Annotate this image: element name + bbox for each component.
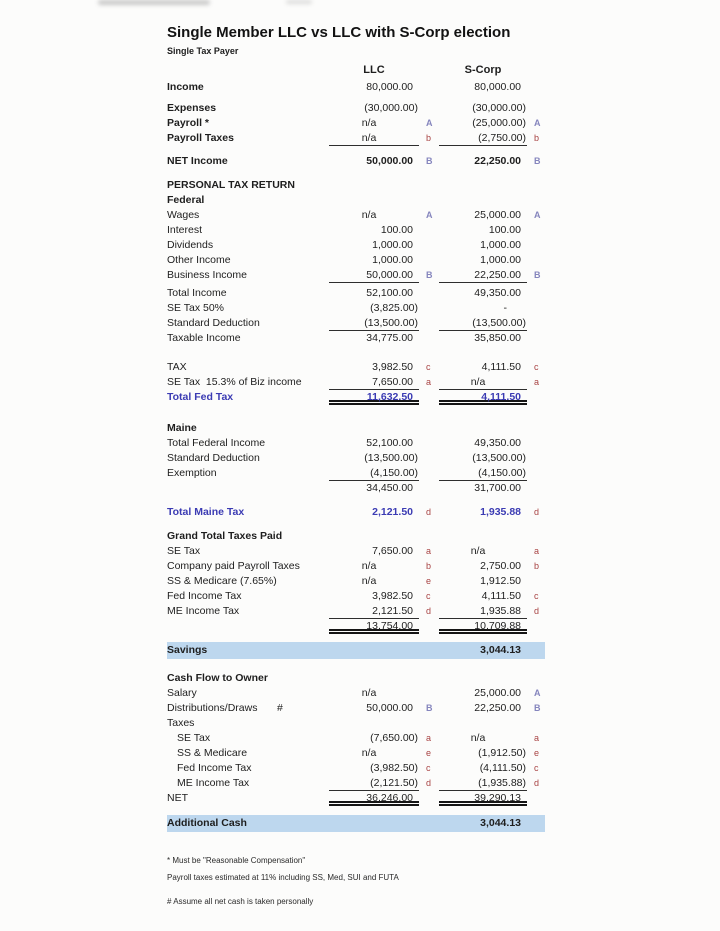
- scorp-value: 100.00: [488, 224, 521, 236]
- scorp-value: 35,850.00: [474, 332, 521, 344]
- scorp-value: 25,000.00: [474, 687, 521, 699]
- llc-ref-note: a: [426, 377, 432, 387]
- table-row: [167, 574, 545, 589]
- llc-value: [329, 642, 419, 659]
- scorp-ref-note: a: [534, 377, 540, 387]
- table-row: [167, 421, 545, 436]
- llc-value: 2,121.50: [372, 506, 413, 518]
- scorp-value: [439, 178, 527, 193]
- scorp-value: 4,111.50: [481, 590, 521, 602]
- llc-value: 100.00: [380, 224, 413, 236]
- llc-ref-note: B: [426, 156, 433, 166]
- llc-value: [329, 716, 419, 731]
- row-label: Salary: [167, 687, 197, 699]
- page-subtitle: Single Tax Payer: [167, 46, 239, 56]
- scorp-ref-note: [527, 193, 545, 208]
- table-row: [167, 701, 545, 716]
- scorp-ref-note: [527, 451, 545, 466]
- row-label: Savings: [167, 644, 208, 656]
- scorp-ref-note: [527, 301, 545, 316]
- llc-value: (2,121.50): [329, 776, 419, 791]
- scorp-ref-note: c: [534, 362, 539, 372]
- scorp-ref-note: a: [534, 546, 540, 556]
- scorp-value: 31,700.00: [474, 482, 521, 494]
- llc-ref-note: b: [426, 133, 432, 143]
- scorp-ref-note: B: [534, 270, 541, 280]
- scorp-value: 22,250.00: [474, 155, 521, 167]
- llc-ref-note: d: [426, 507, 432, 517]
- scorp-ref-note: [527, 316, 545, 331]
- table-row: [167, 544, 545, 559]
- scorp-ref-note: [527, 286, 545, 301]
- llc-ref-note: [419, 671, 439, 686]
- llc-ref-note: [419, 193, 439, 208]
- scorp-value: 22,250.00: [439, 268, 527, 283]
- scan-artifact: [98, 0, 210, 5]
- scorp-ref-note: e: [534, 748, 540, 758]
- llc-value: 7,650.00: [329, 375, 419, 390]
- llc-value: 36,246.00: [329, 791, 419, 806]
- table-row: [167, 604, 545, 619]
- llc-value: n/a: [361, 575, 377, 587]
- row-label: Interest: [167, 224, 203, 236]
- scorp-ref-note: [527, 574, 545, 589]
- llc-ref-note: [419, 529, 439, 544]
- llc-value: [329, 178, 419, 193]
- llc-ref-note: [419, 80, 439, 95]
- scorp-value: 80,000.00: [474, 81, 521, 93]
- llc-ref-note: B: [426, 703, 433, 713]
- llc-ref-note: A: [426, 118, 433, 128]
- table-row: [167, 716, 545, 731]
- llc-ref-note: [419, 451, 439, 466]
- table-row: [167, 193, 545, 208]
- llc-ref-note: [419, 331, 439, 346]
- scorp-value: 3,044.13: [480, 644, 521, 656]
- llc-value: 1,000.00: [372, 239, 413, 251]
- llc-ref-note: A: [426, 210, 433, 220]
- row-label: Wages: [167, 209, 200, 221]
- llc-value: 2,121.50: [329, 604, 419, 619]
- table-row: [167, 253, 545, 268]
- row-label: [167, 481, 329, 496]
- row-gap: [167, 346, 545, 360]
- scorp-value: 4,111.50: [481, 361, 521, 373]
- llc-ref-note: a: [426, 733, 432, 743]
- scorp-value: (4,150.00): [439, 466, 527, 481]
- llc-ref-note: B: [426, 270, 433, 280]
- table-row: [167, 451, 545, 466]
- row-gap: [167, 169, 545, 178]
- llc-ref-note: [419, 101, 439, 116]
- row-label: ME Income Tax: [167, 605, 240, 617]
- llc-ref-note: e: [426, 748, 432, 758]
- llc-value: (7,650.00): [370, 732, 418, 744]
- footnote: * Must be "Reasonable Compensation": [167, 856, 306, 865]
- column-headers: [167, 63, 545, 78]
- row-label: Income: [167, 81, 204, 93]
- row-label: Total Fed Tax: [167, 391, 234, 403]
- scorp-ref-note: c: [534, 763, 539, 773]
- table-row: [167, 301, 545, 316]
- table-row: [167, 619, 545, 634]
- llc-ref-note: [419, 178, 439, 193]
- llc-value: (3,982.50): [370, 762, 418, 774]
- scorp-ref-note: d: [534, 778, 540, 788]
- row-label: Company paid Payroll Taxes: [167, 560, 300, 572]
- table-row: [167, 529, 545, 544]
- row-label: Other Income: [167, 254, 231, 266]
- scorp-value: (13,500.00): [472, 452, 526, 464]
- scorp-ref-note: [527, 642, 545, 659]
- scorp-value: 1,912.50: [480, 575, 521, 587]
- table-row: [167, 761, 545, 776]
- scorp-ref-note: [527, 436, 545, 451]
- scorp-ref-note: a: [534, 733, 540, 743]
- llc-value: (4,150.00): [329, 466, 419, 481]
- table-row: [167, 436, 545, 451]
- row-label: NET Income: [167, 155, 228, 167]
- scorp-value: 22,250.00: [474, 702, 521, 714]
- scorp-ref-note: [527, 791, 545, 806]
- scorp-value: (30,000.00): [472, 102, 526, 114]
- table-row: [167, 101, 545, 116]
- table-row: [167, 746, 545, 761]
- llc-ref-note: [419, 481, 439, 496]
- row-label: Taxable Income: [167, 332, 241, 344]
- total-row: [167, 390, 545, 405]
- llc-ref-note: d: [426, 778, 432, 788]
- llc-ref-note: [419, 642, 439, 659]
- row-label: SE Tax: [177, 732, 211, 744]
- scan-artifact: [286, 0, 312, 4]
- llc-value: [329, 421, 419, 436]
- footnote: # Assume all net cash is taken personally: [167, 897, 314, 906]
- llc-value: 11,632.50: [329, 390, 419, 405]
- scorp-value: 1,935.88: [480, 506, 521, 518]
- scorp-ref-note: [527, 619, 545, 634]
- llc-ref-note: [419, 421, 439, 436]
- row-gap: [167, 520, 545, 529]
- table-rows: [167, 80, 545, 832]
- llc-ref-note: [419, 686, 439, 701]
- comparison-sheet: [167, 24, 545, 910]
- row-label: Total Federal Income: [167, 437, 266, 449]
- scorp-value: (25,000.00): [472, 117, 526, 129]
- scorp-ref-note: c: [534, 591, 539, 601]
- llc-value: (13,500.00): [364, 452, 418, 464]
- row-label: Standard Deduction: [167, 317, 260, 329]
- table-row: [167, 671, 545, 686]
- llc-value: [329, 671, 419, 686]
- row-gap: [167, 405, 545, 421]
- row-label: Dividends: [167, 239, 214, 251]
- scorp-value: (1,912.50): [478, 747, 526, 759]
- scorp-ref-note: d: [534, 606, 540, 616]
- column-header-gap: [419, 63, 439, 78]
- scorp-ref-note: [527, 671, 545, 686]
- llc-value: 3,982.50: [372, 361, 413, 373]
- scorp-ref-note: [527, 80, 545, 95]
- scorp-ref-note: [527, 223, 545, 238]
- row-label: Federal: [167, 194, 205, 206]
- row-label: Payroll Taxes: [167, 132, 234, 144]
- scorp-ref-note: [527, 466, 545, 481]
- column-header-spacer: [167, 63, 329, 78]
- scorp-ref-note: [527, 253, 545, 268]
- column-header-scorp: S-Corp: [464, 64, 502, 76]
- scorp-value: 1,000.00: [480, 239, 521, 251]
- scorp-value: 49,350.00: [474, 437, 521, 449]
- table-row: [167, 559, 545, 574]
- llc-ref-note: [419, 390, 439, 405]
- llc-ref-note: [419, 466, 439, 481]
- llc-ref-note: [419, 791, 439, 806]
- scorp-value: 39,290.13: [439, 791, 527, 806]
- llc-ref-note: c: [426, 763, 431, 773]
- row-label: Expenses: [167, 102, 217, 114]
- scorp-value: [439, 529, 527, 544]
- footnote: Payroll taxes estimated at 11% including SS, Med, SUI and FUTA: [167, 873, 399, 882]
- highlight-row: [167, 815, 545, 832]
- table-row: [167, 481, 545, 496]
- scorp-value: [439, 716, 527, 731]
- llc-value: 3,982.50: [372, 590, 413, 602]
- llc-ref-note: [419, 716, 439, 731]
- scorp-value: 1,935.88: [439, 604, 527, 619]
- row-gap: [167, 659, 545, 671]
- table-row: [167, 80, 545, 95]
- scorp-ref-note: [527, 390, 545, 405]
- llc-value: 13,754.00: [329, 619, 419, 634]
- row-gap: [167, 806, 545, 815]
- scorp-ref-note: [527, 101, 545, 116]
- table-row: [167, 131, 545, 146]
- scorp-ref-note: B: [534, 156, 541, 166]
- table-row: [167, 375, 545, 390]
- llc-value: 50,000.00: [329, 268, 419, 283]
- scorp-ref-note: [527, 238, 545, 253]
- hash-mark: #: [277, 702, 283, 714]
- scorp-ref-note: A: [534, 118, 541, 128]
- scorp-ref-note: [527, 815, 545, 832]
- llc-value: 50,000.00: [366, 155, 413, 167]
- llc-ref-note: d: [426, 606, 432, 616]
- scorp-value: -: [503, 302, 507, 314]
- row-label: Additional Cash: [167, 817, 247, 829]
- scorp-value: n/a: [470, 545, 486, 557]
- row-label: Fed Income Tax: [177, 762, 252, 774]
- row-label: SE Tax: [167, 545, 201, 557]
- table-row: [167, 686, 545, 701]
- scorp-value: (2,750.00): [439, 131, 527, 146]
- scorp-value: 2,750.00: [480, 560, 521, 572]
- row-label: Fed Income Tax: [167, 590, 242, 602]
- llc-value: [329, 193, 419, 208]
- llc-ref-note: [419, 253, 439, 268]
- row-label: SE Tax 50%: [167, 302, 225, 314]
- scorp-value: n/a: [439, 375, 527, 390]
- llc-value: 7,650.00: [372, 545, 413, 557]
- scorp-ref-note: A: [534, 688, 541, 698]
- table-row: [167, 776, 545, 791]
- row-label: Taxes: [167, 717, 195, 729]
- scorp-value: 25,000.00: [474, 209, 521, 221]
- llc-value: 1,000.00: [372, 254, 413, 266]
- scorp-ref-note: [527, 481, 545, 496]
- row-label: Total Income: [167, 287, 227, 299]
- row-label: [167, 619, 329, 634]
- table-row: [167, 331, 545, 346]
- llc-ref-note: [419, 223, 439, 238]
- scorp-value: n/a: [470, 732, 486, 744]
- llc-value: n/a: [329, 131, 419, 146]
- llc-ref-note: b: [426, 561, 432, 571]
- llc-value: 52,100.00: [366, 287, 413, 299]
- llc-value: n/a: [361, 747, 377, 759]
- footnotes: [167, 852, 545, 910]
- row-label: Business Income: [167, 269, 247, 281]
- llc-value: n/a: [361, 209, 377, 221]
- row-label: SE Tax 15.3% of Biz income: [167, 376, 302, 388]
- row-label: Cash Flow to Owner: [167, 672, 268, 684]
- scorp-value: (13,500.00): [439, 316, 527, 331]
- scorp-value: [439, 421, 527, 436]
- scorp-value: 49,350.00: [474, 287, 521, 299]
- row-label: Total Maine Tax: [167, 506, 245, 518]
- page-title: Single Member LLC vs LLC with S-Corp election: [167, 24, 511, 41]
- table-row: [167, 178, 545, 193]
- table-row: [167, 238, 545, 253]
- scorp-ref-note: [527, 529, 545, 544]
- row-gap: [167, 496, 545, 505]
- table-row: [167, 154, 545, 169]
- scorp-value: 1,000.00: [480, 254, 521, 266]
- row-gap: [167, 634, 545, 642]
- table-row: [167, 116, 545, 131]
- scorp-value: (4,111.50): [479, 762, 526, 774]
- table-row: [167, 791, 545, 806]
- scorp-value: (1,935.88): [439, 776, 527, 791]
- row-label: PERSONAL TAX RETURN: [167, 179, 295, 191]
- scorp-ref-note: [527, 331, 545, 346]
- row-label: Maine: [167, 422, 197, 434]
- llc-ref-note: [419, 815, 439, 832]
- llc-ref-note: [419, 238, 439, 253]
- column-header-gap2: [527, 63, 545, 78]
- llc-value: (30,000.00): [364, 102, 418, 114]
- llc-ref-note: [419, 286, 439, 301]
- scorp-ref-note: [527, 716, 545, 731]
- row-label: Exemption: [167, 467, 217, 479]
- scorp-value: 10,709.88: [439, 619, 527, 634]
- row-label: SS & Medicare: [177, 747, 248, 759]
- llc-value: 34,450.00: [366, 482, 413, 494]
- table-row: [167, 208, 545, 223]
- scorp-ref-note: b: [534, 133, 540, 143]
- llc-ref-note: c: [426, 591, 431, 601]
- row-label: Payroll *: [167, 117, 210, 129]
- scorp-ref-note: B: [534, 703, 541, 713]
- llc-value: 52,100.00: [366, 437, 413, 449]
- scorp-ref-note: d: [534, 507, 540, 517]
- scorp-value: [439, 193, 527, 208]
- scorp-ref-note: b: [534, 561, 540, 571]
- llc-value: 80,000.00: [366, 81, 413, 93]
- row-label: Standard Deduction: [167, 452, 260, 464]
- row-label: Grand Total Taxes Paid: [167, 530, 283, 542]
- scorp-value: 4,111.50: [439, 390, 527, 405]
- scorp-value: 3,044.13: [480, 817, 521, 829]
- llc-value: n/a: [361, 560, 377, 572]
- column-header-llc: LLC: [363, 64, 385, 76]
- row-label: SS & Medicare (7.65%): [167, 575, 277, 587]
- llc-value: n/a: [361, 117, 377, 129]
- row-label: ME Income Tax: [177, 777, 250, 789]
- table-row: [167, 360, 545, 375]
- table-row: [167, 316, 545, 331]
- table-row: [167, 223, 545, 238]
- llc-ref-note: [419, 301, 439, 316]
- llc-value: 50,000.00: [366, 702, 413, 714]
- total-row: [167, 505, 545, 520]
- llc-ref-note: c: [426, 362, 431, 372]
- llc-ref-note: [419, 619, 439, 634]
- llc-value: n/a: [361, 687, 377, 699]
- table-row: [167, 731, 545, 746]
- llc-ref-note: a: [426, 546, 432, 556]
- row-label: TAX: [167, 361, 187, 373]
- llc-value: [329, 815, 419, 832]
- row-label: Distributions/Draws #: [167, 702, 283, 714]
- scorp-value: [439, 671, 527, 686]
- table-row: [167, 589, 545, 604]
- llc-value: 34,775.00: [366, 332, 413, 344]
- table-row: [167, 286, 545, 301]
- scorp-ref-note: [527, 178, 545, 193]
- llc-value: [329, 529, 419, 544]
- scorp-ref-note: A: [534, 210, 541, 220]
- row-label: NET: [167, 792, 188, 804]
- table-row: [167, 466, 545, 481]
- llc-ref-note: [419, 436, 439, 451]
- llc-value: (3,825.00): [370, 302, 418, 314]
- llc-ref-note: [419, 316, 439, 331]
- scorp-ref-note: [527, 421, 545, 436]
- table-row: [167, 268, 545, 283]
- llc-ref-note: e: [426, 576, 432, 586]
- llc-value: (13,500.00): [329, 316, 419, 331]
- row-gap: [167, 146, 545, 154]
- highlight-row: [167, 642, 545, 659]
